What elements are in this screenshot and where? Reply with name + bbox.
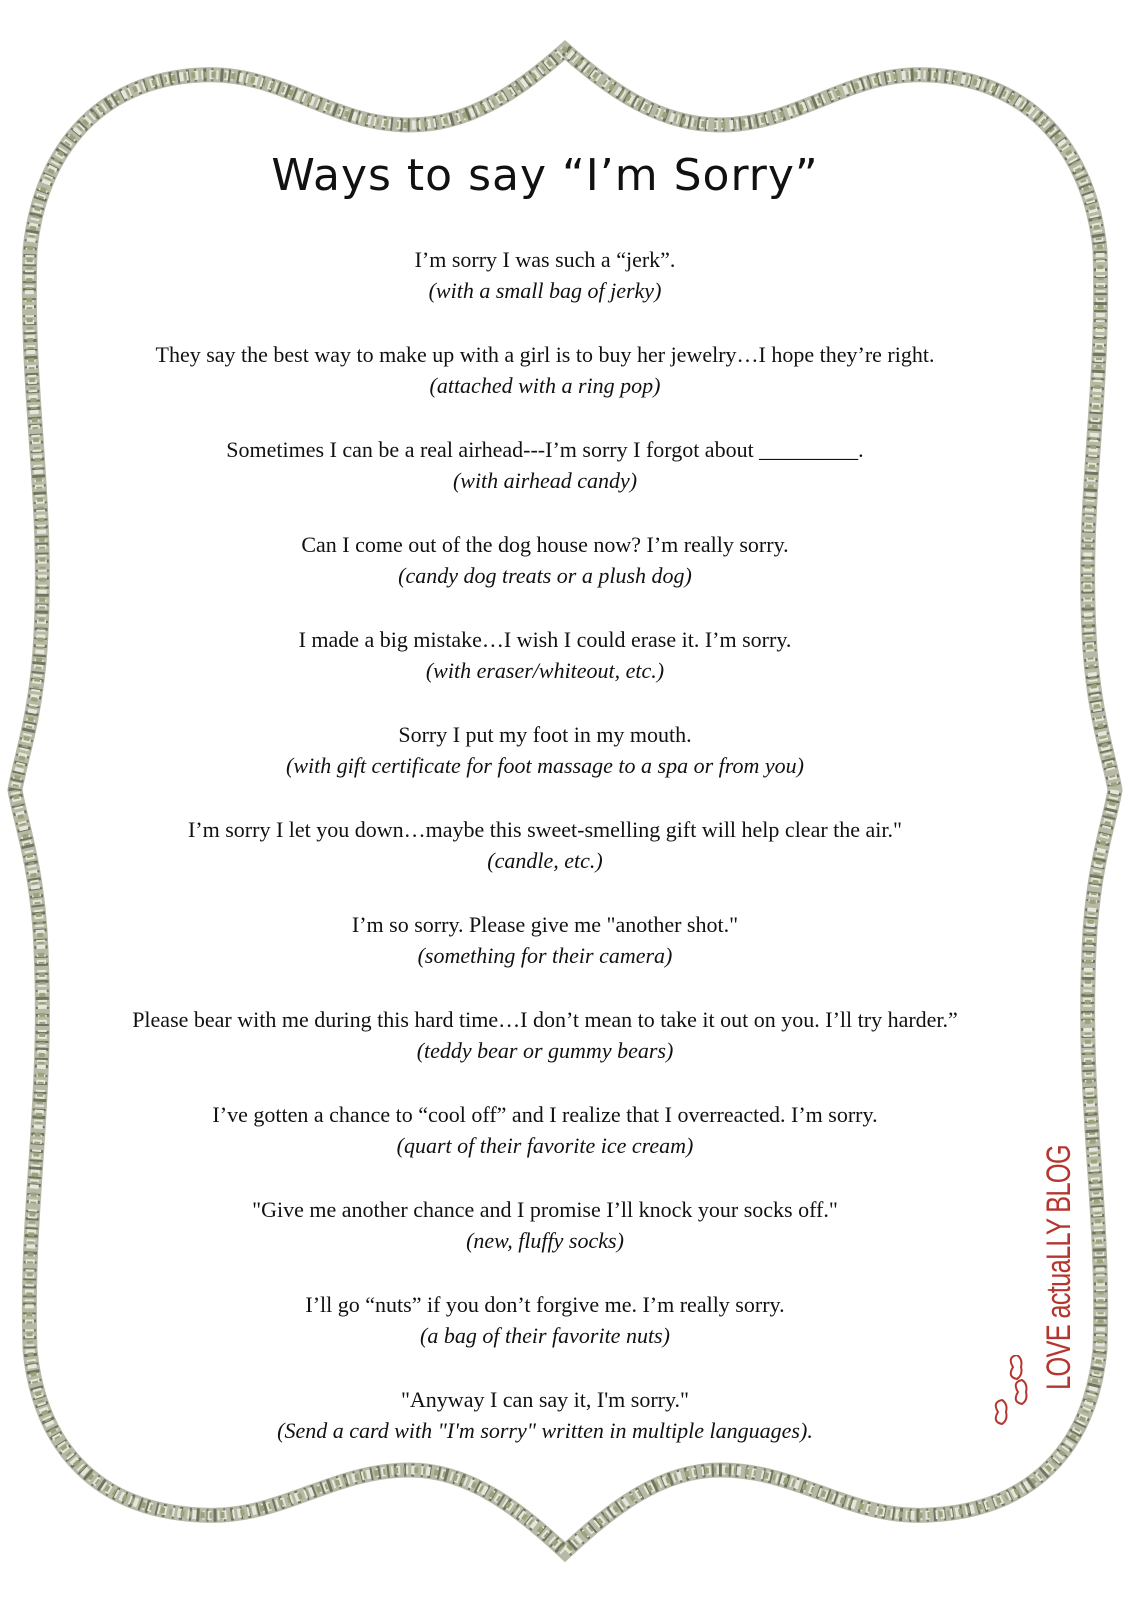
- apology-line: I’m sorry I was such a “jerk”.: [414, 247, 676, 272]
- gift-note: (with eraser/whiteout, etc.): [425, 658, 665, 683]
- apology-entry: [40, 339, 1050, 434]
- apology-line: Sorry I put my foot in my mouth.: [398, 722, 692, 747]
- gift-note: (teddy bear or gummy bears): [416, 1038, 674, 1063]
- gift-note: (with a small bag of jerky): [428, 278, 662, 303]
- apology-entry: [40, 719, 1050, 814]
- apology-line: I’m sorry I let you down…maybe this sweet-smelling gift will help clear the air.": [187, 817, 903, 842]
- apology-entry: [40, 1289, 1050, 1384]
- apology-line: I made a big mistake…I wish I could erase it. I’m sorry.: [298, 627, 792, 652]
- apology-entry: [40, 814, 1050, 909]
- apology-entry: [40, 529, 1050, 624]
- hearts-icon: [985, 1355, 1045, 1435]
- apology-entry: [40, 434, 1050, 529]
- apology-entry: [40, 909, 1050, 1004]
- gift-note: (candle, etc.): [487, 848, 603, 873]
- gift-note: (something for their camera): [417, 943, 673, 968]
- gift-note: (attached with a ring pop): [429, 373, 661, 398]
- love-actually-blog-logo: LOVE actuaLLY BLOG: [1040, 1145, 1078, 1390]
- apology-list: [40, 244, 1050, 1479]
- apology-line: I’m so sorry. Please give me "another shot.": [351, 912, 739, 937]
- apology-line: "Give me another chance and I promise I’ll knock your socks off.": [252, 1197, 838, 1222]
- apology-entry: [40, 1194, 1050, 1289]
- gift-note: (with airhead candy): [452, 468, 638, 493]
- apology-line: Sometimes I can be a real airhead---I’m sorry I forgot about _________.: [226, 437, 864, 462]
- apology-entry: [40, 244, 1050, 339]
- apology-line: Please bear with me during this hard time…I don’t mean to take it out on you. I’ll try harder.”: [132, 1007, 958, 1032]
- apology-entry: [40, 1099, 1050, 1194]
- apology-line: "Anyway I can say it, I'm sorry.": [400, 1387, 690, 1412]
- gift-note: (new, fluffy socks): [466, 1228, 624, 1253]
- apology-line: I’ve gotten a chance to “cool off” and I realize that I overreacted. I’m sorry.: [212, 1102, 878, 1127]
- apology-entry: [40, 624, 1050, 719]
- apology-entry: [40, 1384, 1050, 1479]
- apology-line: Can I come out of the dog house now? I’m really sorry.: [301, 532, 789, 557]
- gift-note: (quart of their favorite ice cream): [396, 1133, 694, 1158]
- gift-note: (Send a card with "I'm sorry" written in multiple languages).: [277, 1418, 813, 1443]
- gift-note: (with gift certificate for foot massage to a spa or from you): [286, 753, 804, 778]
- gift-note: (candy dog treats or a plush dog): [398, 563, 692, 588]
- apology-entry: [40, 1004, 1050, 1099]
- gift-note: (a bag of their favorite nuts): [420, 1323, 670, 1348]
- page-title: Ways to say “I’m Sorry”: [271, 150, 819, 201]
- apology-line: I’ll go “nuts” if you don’t forgive me. I’m really sorry.: [305, 1292, 785, 1317]
- apology-line: They say the best way to make up with a girl is to buy her jewelry…I hope they’re right.: [155, 342, 935, 367]
